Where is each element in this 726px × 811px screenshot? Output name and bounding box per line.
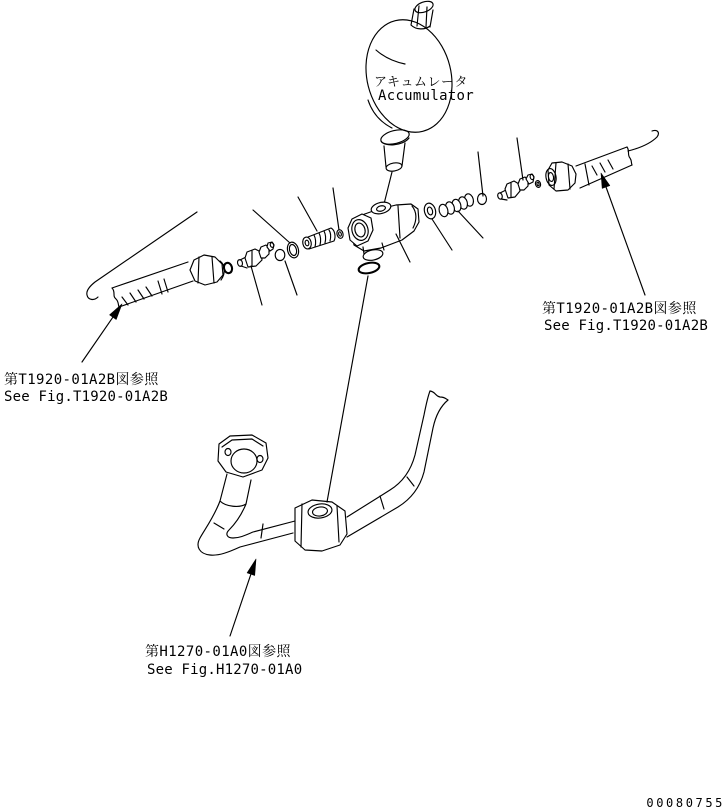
left-hose-hatching [122,287,152,305]
left-ref-arrow [82,304,122,362]
doc-number: 00080755 [646,796,725,810]
left-ref-label-en: See Fig.T1920-01A2B [4,389,168,405]
right-hose-line [628,130,658,151]
accumulator-stem-top [413,0,434,15]
leader-o-ring-tiny-left [333,188,339,230]
bottom-ref-label-en: See Fig.H1270-01A0 [147,662,303,678]
washer-outer [423,202,438,220]
leader-washer [432,219,452,250]
leader-ball-right [478,152,483,196]
bottom-pipe-assembly [198,391,448,555]
right-hose-nut [548,162,576,191]
right-ref-arrow [601,173,645,295]
pipe-block [295,500,347,551]
leader-threaded-plug [298,197,317,231]
left-hose-line [87,212,197,299]
washer [423,202,438,220]
accumulator-label-jp: アキュムレータ [374,75,468,90]
right-ref-label-en: See Fig.T1920-01A2B [544,318,708,334]
leader-seat-fitting [517,138,523,180]
left-parts-row [223,228,344,274]
left-hose [87,212,224,307]
right-ref-label-jp: 第T1920-01A2B図参照 [542,301,697,317]
o-ring-tiny-left [336,229,344,239]
o-ring-tiny-left-outer [336,229,344,239]
accumulator-label-en: Accumulator [377,88,475,104]
o-ring-left-outer [286,241,301,259]
leader-accumulator-to-valve [384,172,392,204]
ball-right [478,194,487,205]
flange-neck [220,474,251,506]
leader-spring [458,211,483,238]
accumulator-neck-bottom [385,162,402,173]
elbow-pipe-inner [227,504,295,538]
o-ring-tiny-right-outer [535,180,542,188]
left-ref-arrow-line [82,317,113,362]
right-pipe-upper [347,391,430,517]
left-hose-break-cut [112,288,119,307]
leader-o-ring-left [253,210,290,243]
right-ref-arrow-line [606,187,645,295]
pipe-block-body [295,500,347,551]
bottom-ref-arrow [230,559,256,636]
bottom-ref-arrowhead [247,559,256,576]
threaded-plug [302,228,335,250]
threaded-plug-end-bore [305,240,310,246]
right-pipe-lower [347,400,448,537]
accumulator-seam-lower [368,100,392,128]
left-ref-arrowhead [110,304,122,320]
left-hose-nut [190,255,223,285]
elbow-fitting [237,242,274,268]
bottom-ref-arrow-line [230,574,251,636]
valve-block [348,200,419,275]
left-ref-label-jp: 第T1920-01A2B図参照 [4,372,159,388]
accumulator-seam-upper [376,50,405,64]
o-ring-tiny-right-inner [537,182,540,186]
o-ring-tiny-right [535,180,542,188]
leader-elbow-fitting [251,266,262,305]
ball-left [275,249,285,260]
leader-valve-to-pipe-block [327,276,368,502]
spring [438,193,475,218]
threaded-plug-end-face [302,236,313,249]
valve-block-o-ring [358,261,381,275]
right-hose-hatching [592,160,613,175]
right-hose-crimp-band [585,164,589,185]
elbow-pipe-outer [198,501,293,555]
bottom-ref-label-jp: 第H1270-01A0図参照 [145,644,291,660]
seat-fitting [497,174,534,200]
right-pipe-break-cut [430,391,448,400]
o-ring-left [286,241,301,259]
right-parts-row [423,174,542,220]
leader-ball-left [285,261,297,295]
o-ring-tiny-left-inner [338,232,342,237]
elbow-pipe-bands [214,523,263,538]
